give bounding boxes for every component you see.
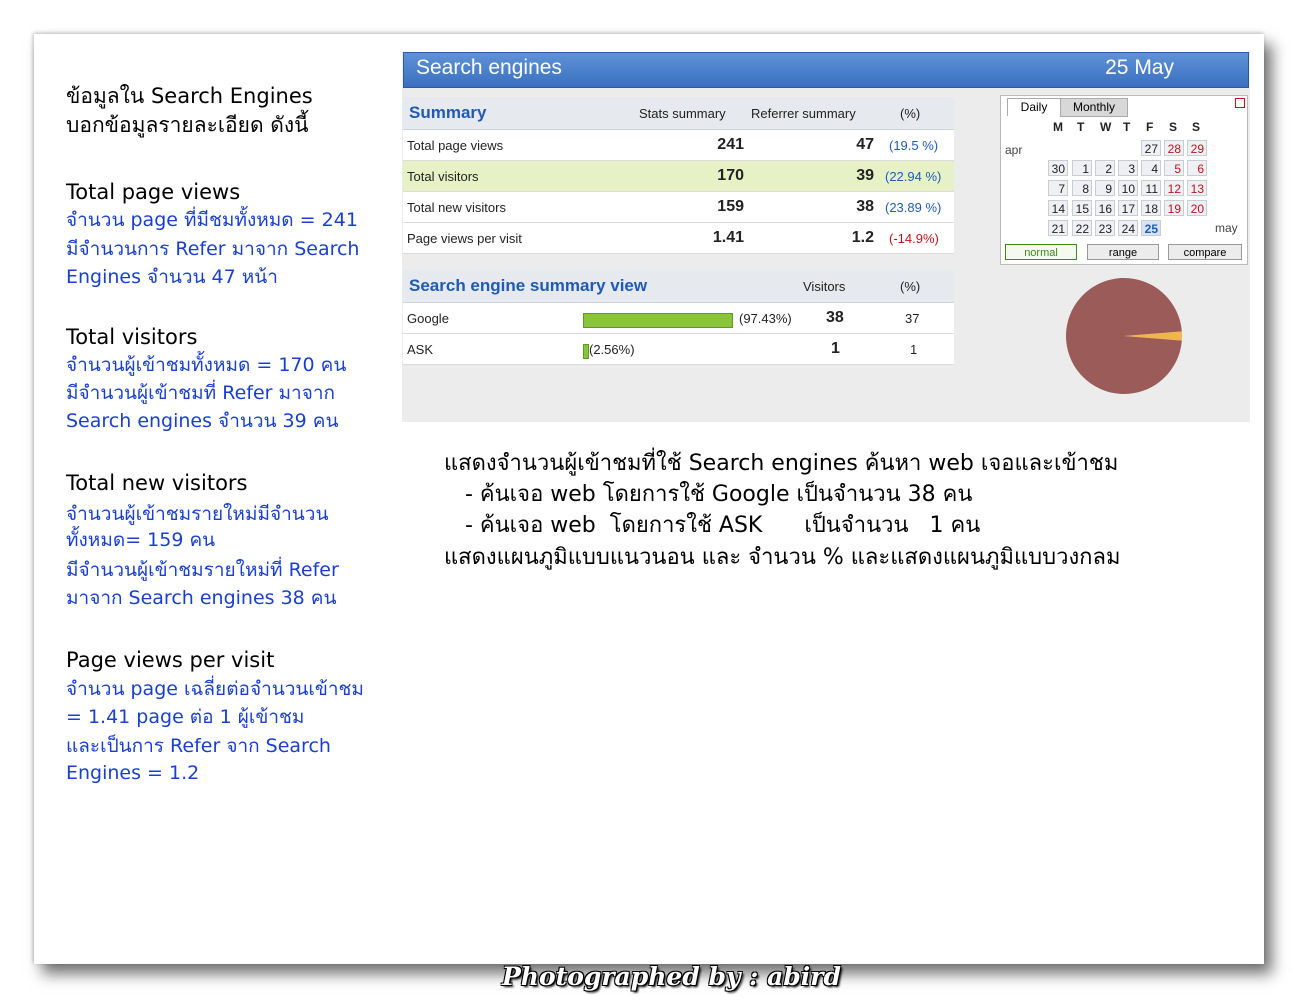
pct-value: (23.89 %) <box>885 200 942 215</box>
weekday-label: T <box>1123 120 1131 134</box>
engine-title: Search engine summary view <box>409 276 648 295</box>
row-label: Total page views <box>407 138 504 153</box>
section-line: Engines = 1.2 <box>66 762 200 784</box>
section-line: และเป็นการ Refer จาก Search <box>66 735 331 757</box>
stats-value: 159 <box>717 198 744 215</box>
calendar-day[interactable]: 15 <box>1072 200 1092 216</box>
table-row[interactable] <box>403 161 954 192</box>
table-row[interactable] <box>403 130 954 161</box>
description-line: แสดงจำนวนผู้เข้าชมที่ใช้ Search engines ค้นหา web เจอและเข้าชม <box>444 451 1119 476</box>
month-prev: apr <box>1005 143 1023 157</box>
section-line: จำนวนผู้เข้าชมทั้งหมด = 170 คน <box>66 354 347 376</box>
engine-header <box>403 270 954 303</box>
range-button[interactable]: range <box>1087 244 1159 260</box>
engine-visitors: 1 <box>831 340 840 357</box>
table-row[interactable] <box>403 334 954 365</box>
description-line: แสดงแผนภูมิแบบแนวนอน และ จำนวน % และแสดงแผนภูมิแบบวงกลม <box>444 545 1121 570</box>
calendar-day[interactable]: 3 <box>1118 160 1138 176</box>
summary-table <box>403 97 954 254</box>
calendar-widget <box>1000 95 1248 265</box>
calendar-day[interactable]: 22 <box>1072 220 1092 236</box>
watermark: Photographed by : abird <box>502 962 841 991</box>
engine-table <box>403 270 954 365</box>
calendar-day[interactable]: 21 <box>1048 220 1068 236</box>
calendar-day[interactable]: 11 <box>1141 180 1161 196</box>
section-line: Engines จำนวน 47 หน้า <box>66 266 278 288</box>
section-line: จำนวน page ที่มีชมทั้งหมด = 241 <box>66 209 358 231</box>
calendar-day[interactable]: 4 <box>1141 160 1161 176</box>
calendar-day[interactable]: 24 <box>1118 220 1138 236</box>
stats-value: 170 <box>717 167 744 184</box>
calendar-day[interactable]: 10 <box>1118 180 1138 196</box>
calendar-day[interactable]: 14 <box>1048 200 1068 216</box>
calendar-day[interactable]: 8 <box>1072 180 1092 196</box>
table-row[interactable] <box>403 192 954 223</box>
compare-button[interactable]: compare <box>1168 244 1242 260</box>
calendar-day[interactable]: 23 <box>1095 220 1115 236</box>
tab-monthly[interactable]: Monthly <box>1060 98 1128 117</box>
section-line: Search engines จำนวน 39 คน <box>66 410 339 432</box>
weekday-label: S <box>1169 120 1178 134</box>
panel-date: 25 May <box>1105 56 1174 79</box>
description-line: - ค้นเจอ web โดยการใช้ Google เป็นจำนวน 38 คน <box>444 482 973 507</box>
row-label: Total visitors <box>407 169 479 184</box>
stats-value: 1.41 <box>712 229 744 246</box>
panel-header <box>403 52 1249 88</box>
calendar-day[interactable]: 7 <box>1048 180 1068 196</box>
section-title: Total visitors <box>66 325 198 349</box>
calendar-close-icon[interactable] <box>1235 98 1245 108</box>
stats-value: 241 <box>717 136 744 153</box>
month-current: may <box>1215 221 1238 235</box>
calendar-day[interactable]: 17 <box>1118 200 1138 216</box>
calendar-day[interactable]: 20 <box>1187 200 1207 216</box>
calendar-day[interactable]: 28 <box>1164 140 1184 156</box>
referrer-value: 39 <box>856 167 874 184</box>
pct-value: (22.94 %) <box>885 169 942 184</box>
notes-heading-2: บอกข้อมูลรายละเอียด ดังนี้ <box>66 113 309 137</box>
section-line: = 1.41 page ต่อ 1 ผู้เข้าชม <box>66 706 305 728</box>
section-title: Total new visitors <box>66 471 248 495</box>
section-title: Total page views <box>66 180 241 204</box>
calendar-day[interactable]: 25 <box>1141 220 1161 236</box>
calendar-day[interactable]: 5 <box>1164 160 1184 176</box>
weekday-label: M <box>1053 120 1063 134</box>
engine-pct: 37 <box>905 311 920 326</box>
referrer-value: 1.2 <box>851 229 874 246</box>
panel-title: Search engines <box>416 56 562 79</box>
calendar-day[interactable]: 12 <box>1164 180 1184 196</box>
engine-visitors: 38 <box>826 309 844 326</box>
section-line: มีจำนวนผู้เข้าชมที่ Refer มาจาก <box>66 382 336 404</box>
notes-heading-1: ข้อมูลใน Search Engines <box>66 84 313 108</box>
pct-value-negative: (-14.9%) <box>889 231 939 246</box>
section-line: ทั้งหมด= 159 คน <box>66 529 216 551</box>
engine-share-bar <box>583 313 733 328</box>
calendar-day[interactable]: 9 <box>1095 180 1115 196</box>
weekday-label: W <box>1100 120 1112 134</box>
section-line: มีจำนวนผู้เข้าชมรายใหม่ที่ Refer <box>66 559 339 581</box>
weekday-label: T <box>1077 120 1085 134</box>
calendar-day[interactable]: 29 <box>1187 140 1207 156</box>
engine-name: ASK <box>407 342 434 357</box>
row-label: Page views per visit <box>407 231 522 246</box>
tab-daily[interactable]: Daily <box>1007 98 1061 116</box>
table-row[interactable] <box>403 303 954 334</box>
col-pct: (%) <box>900 106 921 121</box>
section-line: มีจำนวนการ Refer มาจาก Search <box>66 238 360 260</box>
section-line: จำนวนผู้เข้าชมรายใหม่มีจำนวน <box>66 503 329 525</box>
normal-button[interactable]: normal <box>1005 244 1077 260</box>
row-label: Total new visitors <box>407 200 506 215</box>
calendar-day[interactable]: 2 <box>1095 160 1115 176</box>
engine-share-label: (97.43%) <box>739 311 792 326</box>
col-pct: (%) <box>900 279 921 294</box>
pct-value: (19.5 %) <box>889 138 939 153</box>
engine-pct: 1 <box>910 342 918 357</box>
calendar-day[interactable]: 27 <box>1141 140 1161 156</box>
table-row[interactable] <box>403 223 954 254</box>
calendar-day[interactable]: 6 <box>1187 160 1207 176</box>
col-visitors: Visitors <box>803 279 846 294</box>
engine-share-label: (2.56%) <box>589 342 635 357</box>
summary-title: Summary <box>409 103 487 122</box>
calendar-day[interactable]: 30 <box>1048 160 1068 176</box>
weekday-label: F <box>1146 120 1154 134</box>
engine-pie-chart <box>1064 276 1184 396</box>
calendar-day[interactable]: 19 <box>1164 200 1184 216</box>
calendar-day[interactable]: 18 <box>1141 200 1161 216</box>
col-stats: Stats summary <box>639 106 726 121</box>
engine-name: Google <box>407 311 449 326</box>
referrer-value: 47 <box>856 136 874 153</box>
section-line: มาจาก Search engines 38 คน <box>66 587 337 609</box>
section-line: จำนวน page เฉลี่ยต่อจำนวนเข้าชม <box>66 678 364 700</box>
description-line: - ค้นเจอ web โดยการใช้ ASK เป็นจำนวน 1 คน <box>444 513 981 538</box>
calendar-day[interactable]: 16 <box>1095 200 1115 216</box>
referrer-value: 38 <box>856 198 874 215</box>
calendar-day[interactable]: 13 <box>1187 180 1207 196</box>
summary-header <box>403 97 954 130</box>
col-referrer: Referrer summary <box>751 106 856 121</box>
section-title: Page views per visit <box>66 648 275 672</box>
calendar-day[interactable]: 1 <box>1072 160 1092 176</box>
weekday-label: S <box>1192 120 1201 134</box>
